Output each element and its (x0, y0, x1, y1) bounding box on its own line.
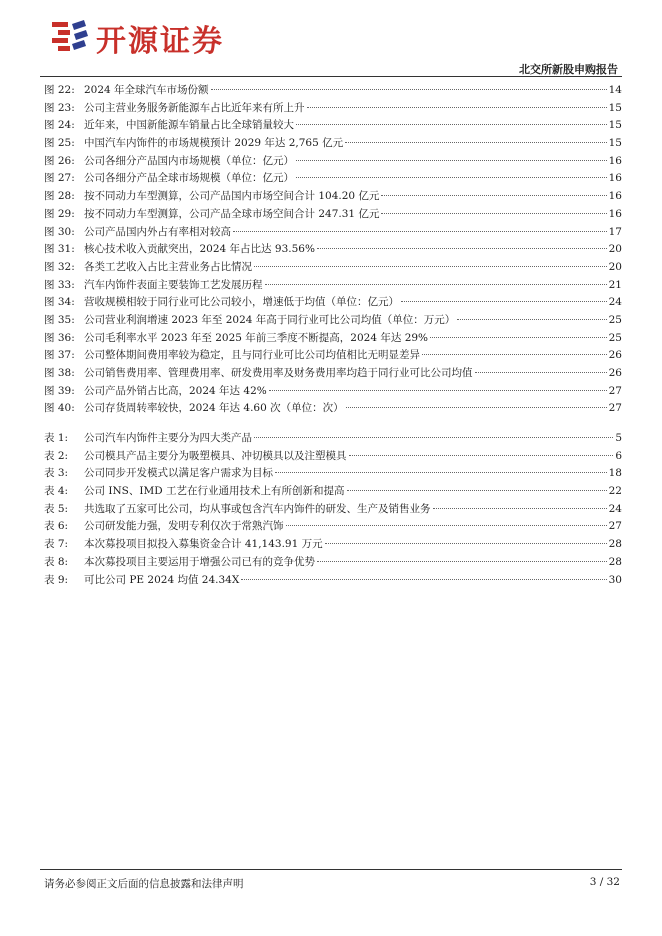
entry-title: 公司同步开发模式以满足客户需求为目标 (84, 467, 273, 480)
dot-leader (254, 437, 613, 438)
dot-leader (275, 472, 607, 473)
table-toc-entry[interactable] (44, 536, 622, 554)
figure-toc-entry[interactable] (44, 347, 622, 365)
figure-list (44, 82, 622, 418)
entry-page-number: 24 (608, 502, 622, 515)
entry-page-number: 16 (608, 207, 622, 220)
figure-toc-entry[interactable] (44, 312, 622, 330)
footer-divider (40, 869, 622, 870)
entry-title: 公司产品外销占比高，2024 年达 42% (84, 384, 267, 397)
dot-leader (325, 543, 607, 544)
entry-label: 表 8: (44, 555, 69, 568)
dot-leader (233, 231, 607, 232)
table-list-items (44, 430, 622, 589)
figure-toc-entry[interactable] (44, 400, 622, 418)
entry-label: 表 9: (44, 573, 69, 586)
figure-toc-entry[interactable] (44, 383, 622, 401)
figure-toc-entry[interactable] (44, 188, 622, 206)
entry-label: 图 26: (44, 154, 75, 167)
entry-title: 公司各细分产品国内市场规模（单位：亿元） (84, 154, 294, 167)
dot-leader (296, 177, 607, 178)
entry-title: 核心技术收入贡献突出，2024 年占比达 93.56% (84, 243, 315, 256)
company-logo (50, 16, 224, 60)
entry-title: 2024 年全球汽车市场份额 (84, 84, 209, 96)
entry-title: 本次募投项目主要运用于增强公司已有的竞争优势 (84, 555, 315, 568)
entry-title: 本次募投项目拟投入募集资金合计 41,143.91 万元 (84, 538, 323, 551)
entry-title: 公司存货周转率较快，2024 年达 4.60 次（单位：次） (84, 402, 344, 415)
figure-toc-entry[interactable] (44, 117, 622, 135)
dot-leader (381, 195, 606, 196)
table-toc-entry[interactable] (44, 518, 622, 536)
dot-leader (317, 561, 607, 562)
entry-label: 图 38: (44, 367, 75, 379)
table-toc-entry[interactable] (44, 483, 622, 501)
table-toc-entry[interactable] (44, 465, 622, 483)
table-toc-entry[interactable] (44, 448, 622, 466)
entry-label: 图 35: (44, 313, 75, 326)
dot-leader (347, 490, 607, 491)
entry-page-number: 25 (608, 313, 622, 326)
entry-label: 表 6: (44, 520, 69, 533)
entry-title: 公司产品国内外占有率相对较高 (84, 225, 231, 238)
entry-title: 公司 INS、IMD 工艺在行业通用技术上有所创新和提高 (84, 485, 345, 498)
entry-title: 按不同动力车型测算，公司产品国内市场空间合计 104.20 亿元 (84, 190, 380, 203)
entry-label: 图 34: (44, 296, 75, 309)
entry-page-number: 6 (615, 449, 622, 462)
dot-leader (349, 455, 614, 456)
entry-label: 图 29: (44, 207, 75, 220)
dot-leader (296, 124, 607, 125)
entry-label: 表 2: (44, 449, 69, 462)
dot-leader (346, 407, 607, 408)
entry-label: 表 7: (44, 538, 69, 551)
entry-title: 公司主营业务服务新能源车占比近年来有所上升 (84, 101, 305, 114)
entry-page-number: 27 (608, 384, 622, 397)
dot-leader (422, 354, 607, 355)
entry-page-number: 24 (608, 296, 622, 309)
figure-toc-entry[interactable] (44, 82, 622, 100)
entry-page-number: 20 (608, 260, 622, 273)
dot-leader (345, 142, 606, 143)
entry-title: 公司营业利润增速 2023 年至 2024 年高于同行业可比公司均值（单位：万元） (84, 313, 456, 326)
entry-label: 图 23: (44, 101, 75, 114)
entry-page-number: 16 (608, 172, 622, 185)
dot-leader (430, 337, 607, 338)
table-toc-entry[interactable] (44, 554, 622, 572)
logo-text: 开源证券 (96, 24, 224, 59)
entry-page-number: 17 (608, 225, 622, 238)
entry-page-number: 22 (608, 485, 622, 498)
dot-leader (269, 390, 607, 391)
entry-page-number: 18 (608, 467, 622, 480)
figure-toc-entry[interactable] (44, 100, 622, 118)
entry-label: 表 1: (44, 432, 69, 444)
entry-page-number: 26 (608, 367, 622, 379)
entry-label: 图 39: (44, 384, 75, 397)
entry-page-number: 27 (608, 520, 622, 533)
entry-label: 图 27: (44, 172, 75, 185)
dot-leader (401, 301, 607, 302)
dot-leader (296, 160, 607, 161)
entry-page-number: 16 (608, 154, 622, 167)
figure-toc-entry[interactable] (44, 241, 622, 259)
table-toc-entry[interactable] (44, 501, 622, 519)
dot-leader (457, 319, 606, 320)
entry-page-number: 14 (608, 84, 622, 96)
entry-page-number: 15 (608, 101, 622, 114)
entry-page-number: 28 (608, 538, 622, 551)
entry-label: 图 33: (44, 278, 75, 291)
entry-label: 表 5: (44, 502, 69, 515)
dot-leader (475, 372, 607, 373)
table-list (44, 430, 622, 589)
entry-label: 图 30: (44, 225, 75, 238)
figure-toc-entry[interactable] (44, 170, 622, 188)
entry-label: 图 24: (44, 119, 75, 132)
entry-label: 图 25: (44, 137, 75, 150)
entry-label: 图 28: (44, 190, 75, 203)
dot-leader (241, 579, 606, 580)
footer-disclaimer: 请务必参阅正文后面的信息披露和法律声明 (44, 878, 244, 890)
figure-toc-entry[interactable] (44, 206, 622, 224)
page-header (0, 0, 662, 80)
entry-page-number: 28 (608, 555, 622, 568)
entry-page-number: 20 (608, 243, 622, 256)
dot-leader (286, 525, 607, 526)
entry-label: 图 31: (44, 243, 75, 256)
table-toc-entry[interactable] (44, 430, 622, 448)
entry-page-number: 5 (615, 432, 622, 444)
entry-page-number: 30 (608, 573, 622, 586)
dot-leader (317, 248, 607, 249)
entry-label: 图 22: (44, 84, 75, 96)
entry-title: 可比公司 PE 2024 均值 24.34X (84, 573, 240, 586)
entry-label: 表 3: (44, 467, 69, 480)
entry-label: 图 36: (44, 331, 75, 344)
entry-title: 汽车内饰件表面主要装饰工艺发展历程 (84, 278, 263, 291)
entry-title: 公司汽车内饰件主要分为四大类产品 (84, 432, 252, 444)
figure-toc-entry[interactable] (44, 259, 622, 277)
figure-toc-entry[interactable] (44, 224, 622, 242)
entry-title: 中国汽车内饰件的市场规模预计 2029 年达 2,765 亿元 (84, 137, 344, 150)
dot-leader (265, 284, 607, 285)
entry-page-number: 26 (608, 349, 622, 362)
dot-leader (381, 213, 606, 214)
figure-list-items (44, 82, 622, 418)
dot-leader (211, 89, 607, 90)
figure-toc-entry[interactable] (44, 330, 622, 348)
entry-title: 公司各细分产品全球市场规模（单位：亿元） (84, 172, 294, 185)
entry-title: 各类工艺收入占比主营业务占比情况 (84, 260, 252, 273)
entry-title: 公司整体期间费用率较为稳定，且与同行业可比公司均值相比无明显差异 (84, 349, 420, 362)
entry-label: 表 4: (44, 485, 69, 498)
entry-page-number: 25 (608, 331, 622, 344)
figure-toc-entry[interactable] (44, 153, 622, 171)
entry-title: 公司研发能力强，发明专利仅次于常熟汽饰 (84, 520, 284, 533)
page-number: 3 / 32 (589, 876, 620, 888)
dot-leader (433, 508, 607, 509)
entry-title: 公司模具产品主要分为吸塑模具、冲切模具以及注塑模具 (84, 449, 347, 462)
entry-page-number: 27 (608, 402, 622, 415)
entry-title: 近年来，中国新能源车销量占比全球销量较大 (84, 119, 294, 132)
header-divider (40, 76, 622, 77)
report-type-label: 北交所新股申购报告 (519, 63, 618, 76)
dot-leader (307, 107, 607, 108)
entry-title: 共选取了五家可比公司，均从事或包含汽车内饰件的研发、生产及销售业务 (84, 502, 431, 515)
entry-title: 营收规模相较于同行业可比公司较小，增速低于均值（单位：亿元） (84, 296, 399, 309)
entry-label: 图 40: (44, 402, 75, 415)
entry-page-number: 15 (608, 119, 622, 132)
figure-toc-entry[interactable] (44, 294, 622, 312)
figure-toc-entry[interactable] (44, 277, 622, 295)
entry-label: 图 32: (44, 260, 75, 273)
dot-leader (254, 266, 607, 267)
entry-title: 按不同动力车型测算，公司产品全球市场空间合计 247.31 亿元 (84, 207, 380, 220)
logo-mark-icon (50, 18, 90, 58)
entry-page-number: 21 (608, 278, 622, 291)
entry-page-number: 16 (608, 190, 622, 203)
figure-toc-entry[interactable] (44, 135, 622, 153)
entry-title: 公司毛利率水平 2023 年至 2025 年前三季度不断提高，2024 年达 29% (84, 331, 429, 344)
entry-title: 公司销售费用率、管理费用率、研发费用率及财务费用率均趋于同行业可比公司均值 (84, 367, 473, 379)
entry-label: 图 37: (44, 349, 75, 362)
table-toc-entry[interactable] (44, 572, 622, 590)
figure-toc-entry[interactable] (44, 365, 622, 383)
entry-page-number: 15 (608, 137, 622, 150)
